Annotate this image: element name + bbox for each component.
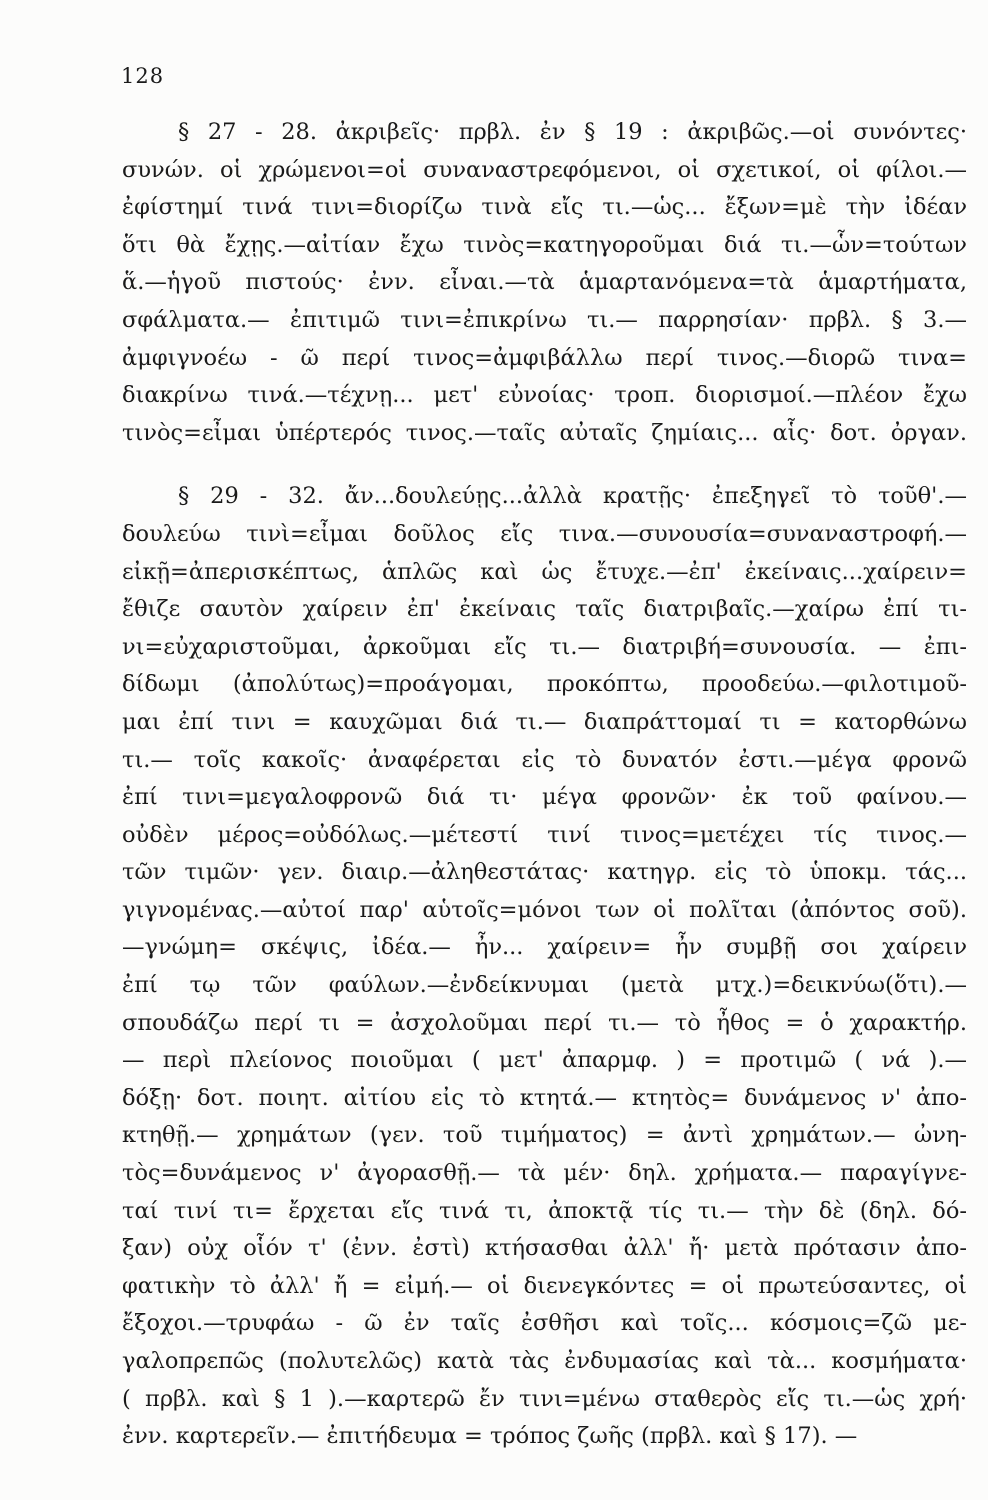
text-line: ἐνν. καρτερεῖν.— ἐπιτήδευμα = τρόπος ζωῆς (πρβλ. καὶ § 17). — — [122, 1423, 858, 1450]
text-line: τινὸς=εἶμαι ὑπέρτερός τινος.—ταῖς αὐταῖς ζημίαις... αἷς· δοτ. ὀργαν. — [122, 419, 967, 446]
commentary-text — [122, 114, 967, 1456]
text-line: ἔξοχοι.—τρυφάω - ῶ ἐν ταῖς ἐσθῆσι καὶ τοῖς... κόσμοις=ζῶ με- — [122, 1310, 967, 1337]
text-line: νι=εὐχαριστοῦμαι, ἀρκοῦμαι εἴς τι.— διατριβή=συνουσία. — ἐπι- — [122, 633, 967, 660]
text-line: — περὶ πλείονος ποιοῦμαι ( μετ' ἀπαρμφ. ) = προτιμῶ ( νά ).— — [122, 1047, 967, 1074]
paragraph-gap — [122, 452, 967, 478]
text-line: ἀμφιγνοέω - ῶ περί τινος=ἀμφιβάλλω περί τινος.—διορῶ τινα= — [122, 344, 967, 371]
text-line: μαι ἐπί τινι = καυχῶμαι διά τι.— διαπράττομαί τι = κατορθώνω — [122, 708, 967, 735]
text-line: γαλοπρεπῶς (πολυτελῶς) κατὰ τὰς ἐνδυμασίας καὶ τὰ... κοσμήματα· — [122, 1348, 967, 1374]
paragraph-29-32 — [122, 478, 967, 1455]
text-line: ἐπί τινι=μεγαλοφρονῶ διά τι· μέγα φρονῶν· ἐκ τοῦ φαίνου.— — [122, 784, 967, 811]
text-line: φατικὴν τὸ ἀλλ' ἤ = εἰμή.— οἱ διενεγκόντες = οἱ πρωτεύσαντες, οἱ — [122, 1272, 967, 1299]
text-line: δίδωμι (ἀπολύτως)=προάγομαι, προκόπτω, προοδεύω.—φιλοτιμοῦ- — [122, 671, 967, 698]
text-line: δόξῃ· δοτ. ποιητ. αἰτίου εἰς τὸ κτητά.— κτητὸς= δυνάμενος ν' ἀπο- — [122, 1084, 967, 1111]
text-line: τὸς=δυνάμενος ν' ἀγορασθῇ.— τὰ μέν· δηλ. χρήματα.— παραγίγνε- — [122, 1160, 967, 1187]
text-line: τῶν τιμῶν· γεν. διαιρ.—ἀληθεστάτας· κατηγρ. εἰς τὸ ὑποκμ. τάς... — [122, 859, 967, 886]
text-line: διακρίνω τινά.—τέχνῃ... μετ' εὐνοίας· τροπ. διορισμοί.—πλέον ἔχω — [122, 382, 967, 409]
text-line: σφάλματα.— ἐπιτιμῶ τινι=ἐπικρίνω τι.— παρρησίαν· πρβλ. § 3.— — [122, 306, 967, 333]
text-line: ἐπί τῳ τῶν φαύλων.—ἐνδείκνυμαι (μετὰ μτχ.)=δεικνύω(ὅτι).— — [122, 972, 967, 999]
text-line: —γνώμη= σκέψις, ἰδέα.— ἦν... χαίρειν= ἦν συμβῇ σοι χαίρειν — [122, 934, 967, 961]
text-line: ἔθιζε σαυτὸν χαίρειν ἐπ' ἐκείναις ταῖς διατριβαῖς.—χαίρω ἐπί τι- — [122, 596, 967, 623]
text-line: ὅτι θὰ ἔχῃς.—αἰτίαν ἔχω τινὸς=κατηγοροῦμαι διά τι.—ὧν=τούτων — [122, 231, 967, 258]
text-line: εἰκῇ=ἀπερισκέπτως, ἁπλῶς καὶ ὡς ἔτυχε.—ἐπ' ἐκείναις...χαίρειν= — [122, 558, 967, 585]
text-line: ξαν) οὐχ οἷόν τ' (ἐνν. ἐστὶ) κτήσασθαι ἀλλ' ἤ· μετὰ πρότασιν ἀπο- — [122, 1235, 967, 1262]
paragraph-27-28 — [122, 114, 967, 452]
text-line: ( πρβλ. καὶ § 1 ).—καρτερῶ ἔν τινι=μένω σταθερὸς εἴς τι.—ὡς χρή· — [122, 1385, 967, 1412]
text-line: τι.— τοῖς κακοῖς· ἀναφέρεται εἰς τὸ δυνατόν ἐστι.—μέγα φρονῶ — [122, 746, 967, 773]
text-line: ἐφίστημί τινά τινι=διορίζω τινὰ εἴς τι.—ὡς... ἔξων=μὲ τὴν ἰδέαν — [122, 194, 967, 221]
text-line: οὐδὲν μέρος=οὐδόλως.—μέτεστί τινί τινος=μετέχει τίς τινος.— — [122, 821, 967, 848]
text-line: σπουδάζω περί τι = ἀσχολοῦμαι περί τι.— τὸ ἦθος = ὁ χαρακτήρ. — [122, 1009, 967, 1036]
text-line: γιγνομένας.—αὐτοί παρ' αὑτοῖς=μόνοι των οἱ πολῖται (ἀπόντος σοῦ). — [122, 896, 967, 923]
text-line: ταί τινί τι= ἔρχεται εἴς τινά τι, ἀποκτᾷ τίς τι.— τὴν δὲ (δηλ. δό- — [122, 1197, 967, 1224]
page-number: 128 — [121, 64, 165, 88]
text-line: δουλεύω τινὶ=εἶμαι δοῦλος εἴς τινα.—συνουσία=συναναστροφή.— — [122, 520, 967, 547]
text-line: § 29 - 32. ἄν...δουλεύῃς...ἀλλὰ κρατῇς· ἐπεξηγεῖ τὸ τοῦθ'.— — [178, 483, 967, 510]
text-line: συνών. οἱ χρώμενοι=οἱ συναναστρεφόμενοι, οἱ σχετικοί, οἱ φίλοι.— — [122, 156, 967, 183]
text-line: § 27 - 28. ἀκριβεῖς· πρβλ. ἐν § 19 : ἀκριβῶς.—οἱ συνόντες· — [178, 119, 967, 145]
text-line: κτηθῇ.— χρημάτων (γεν. τοῦ τιμήματος) = ἀντὶ χρημάτων.— ὠνη- — [122, 1122, 967, 1149]
text-line: ἅ.—ἡγοῦ πιστούς· ἐνν. εἶναι.—τὰ ἁμαρτανόμενα=τὰ ἁμαρτήματα, — [122, 269, 967, 296]
